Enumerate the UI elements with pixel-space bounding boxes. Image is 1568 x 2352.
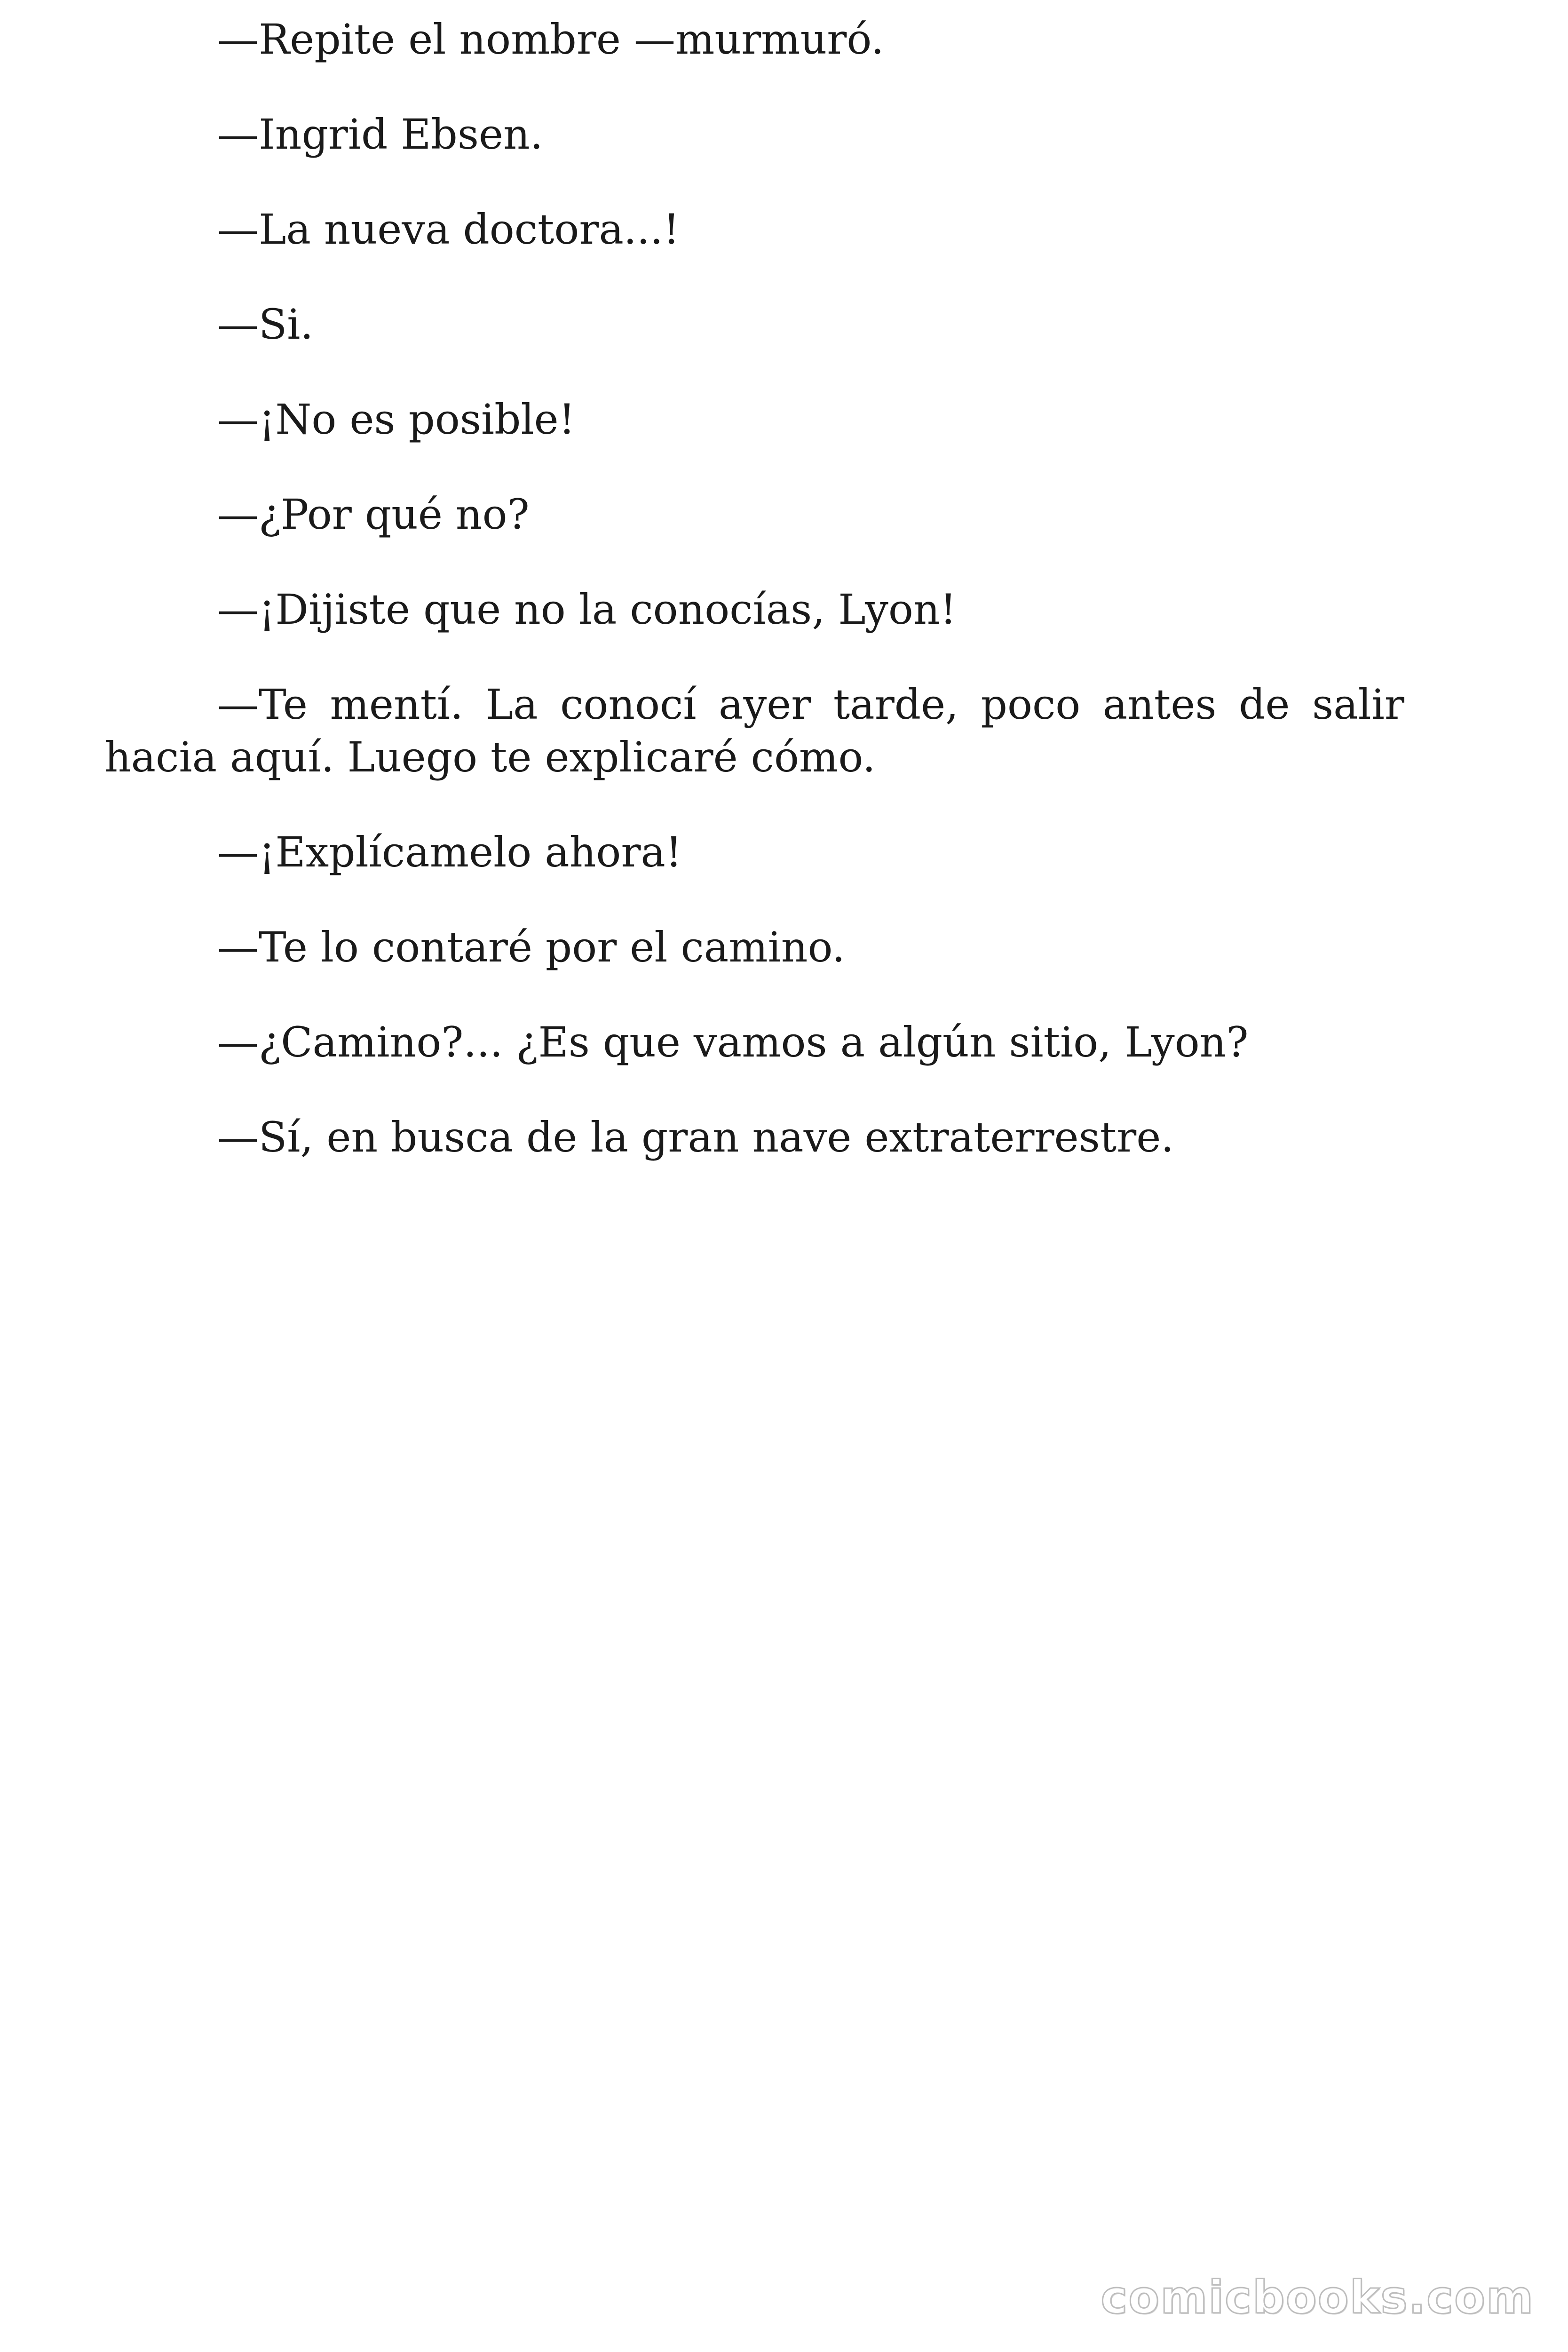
paragraph-6: —¿Por qué no?	[217, 490, 530, 539]
paragraph-10: —Te lo contaré por el camino.	[217, 923, 845, 971]
paragraph-8: —Te mentí. La conocí ayer tarde, poco antes de salir hacia aquí. Luego te explicaré cómo.	[104, 680, 1404, 781]
paragraph-4: —Si.	[217, 300, 314, 349]
body-text	[104, 13, 1404, 1206]
paragraph-12: —Sí, en busca de la gran nave extraterrestre.	[217, 1113, 1174, 1161]
paragraph-2: —Ingrid Ebsen.	[217, 110, 543, 159]
paragraph-3: —La nueva doctora...!	[217, 205, 680, 254]
paragraph-5: —¡No es posible!	[217, 395, 576, 444]
paragraph-1: —Repite el nombre —murmuró.	[217, 15, 884, 64]
paragraph-7: —¡Dijiste que no la conocías, Lyon!	[217, 585, 957, 634]
paragraph-11: —¿Camino?... ¿Es que vamos a algún sitio, Lyon?	[217, 1018, 1249, 1066]
watermark: comicbooks.com	[1101, 2271, 1534, 2324]
paragraph-9: —¡Explícamelo ahora!	[217, 828, 682, 876]
